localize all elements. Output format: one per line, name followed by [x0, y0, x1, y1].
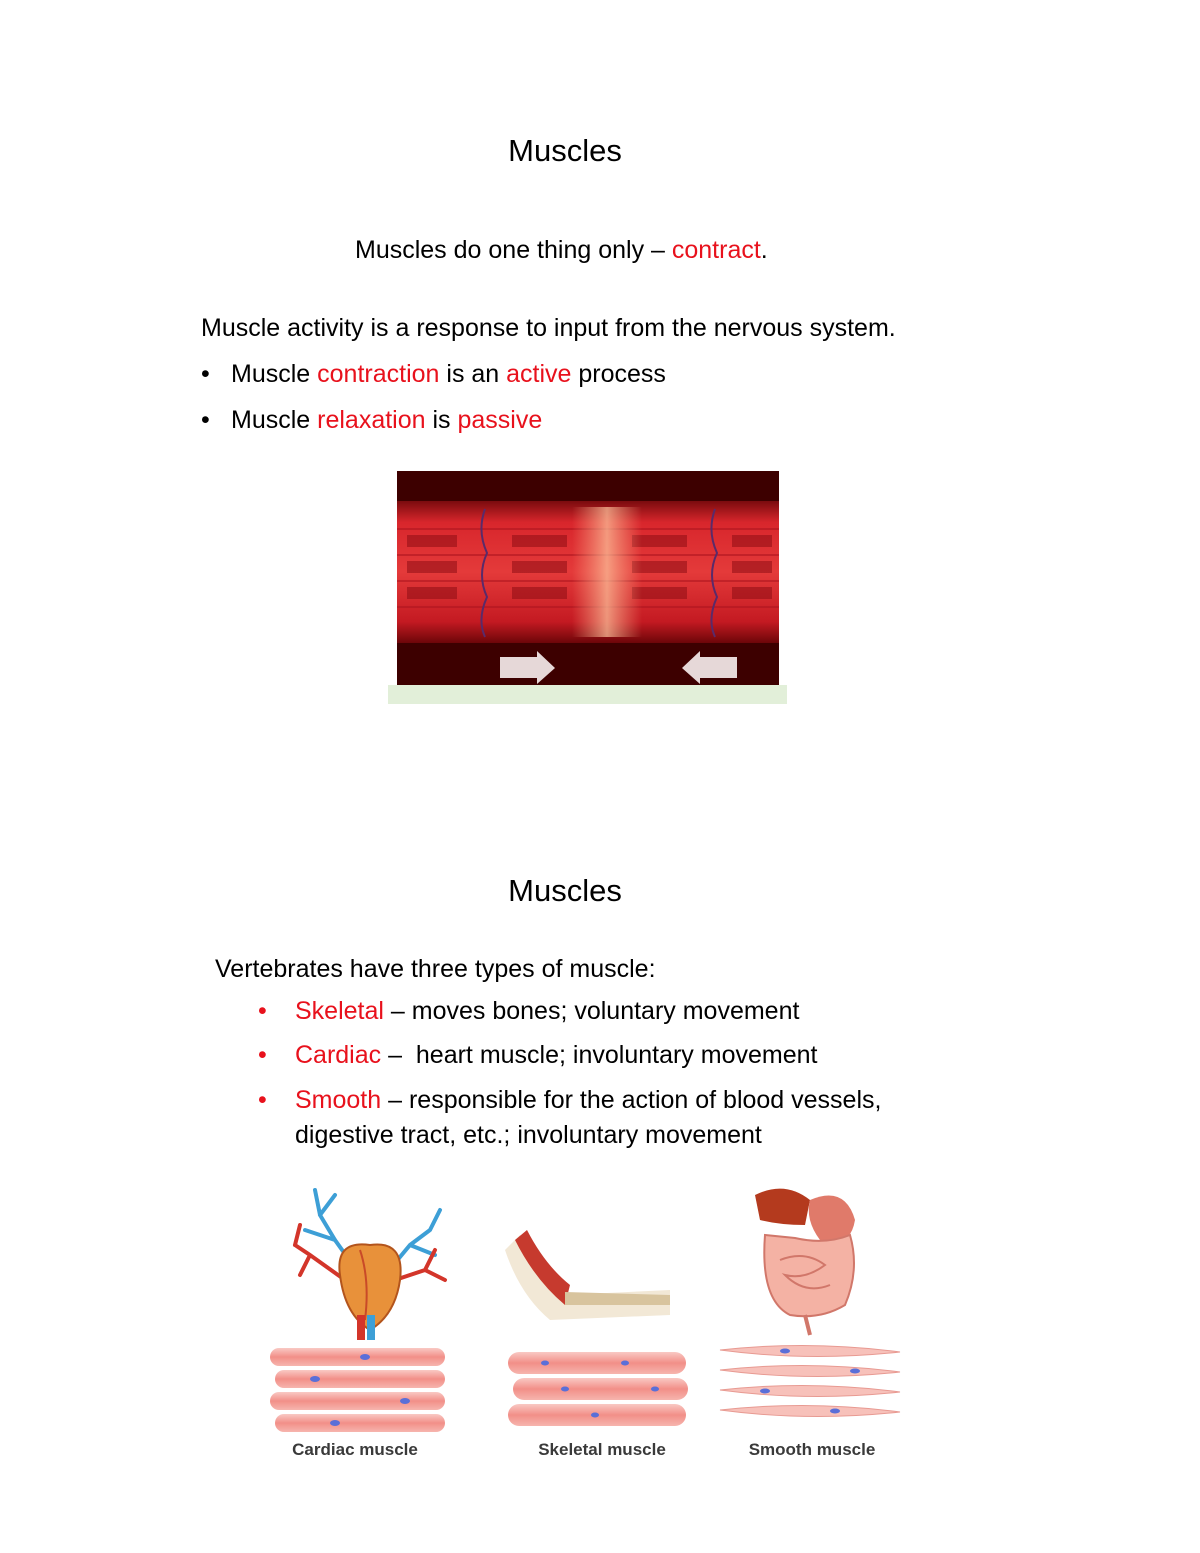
bullet-text: is an: [439, 360, 507, 388]
bullet-text: process: [571, 360, 666, 388]
bullet-term: Cardiac: [295, 1041, 382, 1069]
list-item-continuation: digestive tract, etc.; involuntary movement: [295, 1121, 762, 1149]
bullet-desc: – responsible for the action of blood vessels,: [381, 1086, 882, 1114]
bullet-highlight: active: [506, 360, 572, 388]
caption-skeletal: Skeletal muscle: [538, 1440, 666, 1459]
list-item: [258, 997, 799, 1026]
muscle-fiber-illustration: [397, 471, 779, 685]
bullet-desc: – heart muscle; involuntary movement: [381, 1041, 818, 1069]
list-item: [258, 1041, 817, 1070]
heart-illustration: [295, 1190, 445, 1340]
bullet-highlight: contraction: [317, 360, 440, 388]
list-item: [201, 406, 542, 435]
smooth-tissue-illustration: [720, 1345, 900, 1416]
bullet: •: [258, 1086, 267, 1114]
bullet: •: [258, 1041, 267, 1069]
list-item: [258, 1086, 881, 1115]
bullet-desc: – moves bones; voluntary movement: [383, 997, 800, 1025]
intro-text: Muscles do one thing only –: [355, 236, 672, 264]
cardiac-tissue-illustration: [270, 1348, 445, 1432]
intro-end: .: [760, 236, 768, 264]
caption-cardiac: Cardiac muscle: [292, 1440, 418, 1459]
bullet-highlight: passive: [457, 406, 543, 434]
intro-highlight: contract: [671, 236, 761, 264]
slide1-intro: [355, 236, 768, 265]
caption-strip: [388, 685, 787, 704]
bullet-text: is: [425, 406, 458, 434]
muscle-types-figure: [265, 1180, 915, 1470]
slide1-title: Muscles: [508, 133, 622, 168]
list-item: [201, 360, 666, 389]
bullet: •: [201, 360, 210, 388]
bullet: •: [258, 997, 267, 1025]
bullet-text: Muscle: [231, 406, 318, 434]
slide2-lead: Vertebrates have three types of muscle:: [215, 955, 656, 983]
caption-smooth: Smooth muscle: [748, 1440, 876, 1459]
slide2-title: Muscles: [508, 873, 622, 908]
bullet-text: Muscle: [231, 360, 318, 388]
bullet-highlight: relaxation: [317, 406, 426, 434]
bullet-term: Skeletal: [295, 997, 384, 1025]
skeletal-tissue-illustration: [508, 1352, 688, 1426]
digestive-organs-illustration: [755, 1189, 855, 1335]
slide1-lead: Muscle activity is a response to input from the nervous system.: [201, 314, 896, 342]
bullet-term: Smooth: [295, 1086, 382, 1114]
bullet: •: [201, 406, 210, 434]
arm-illustration: [505, 1230, 670, 1320]
